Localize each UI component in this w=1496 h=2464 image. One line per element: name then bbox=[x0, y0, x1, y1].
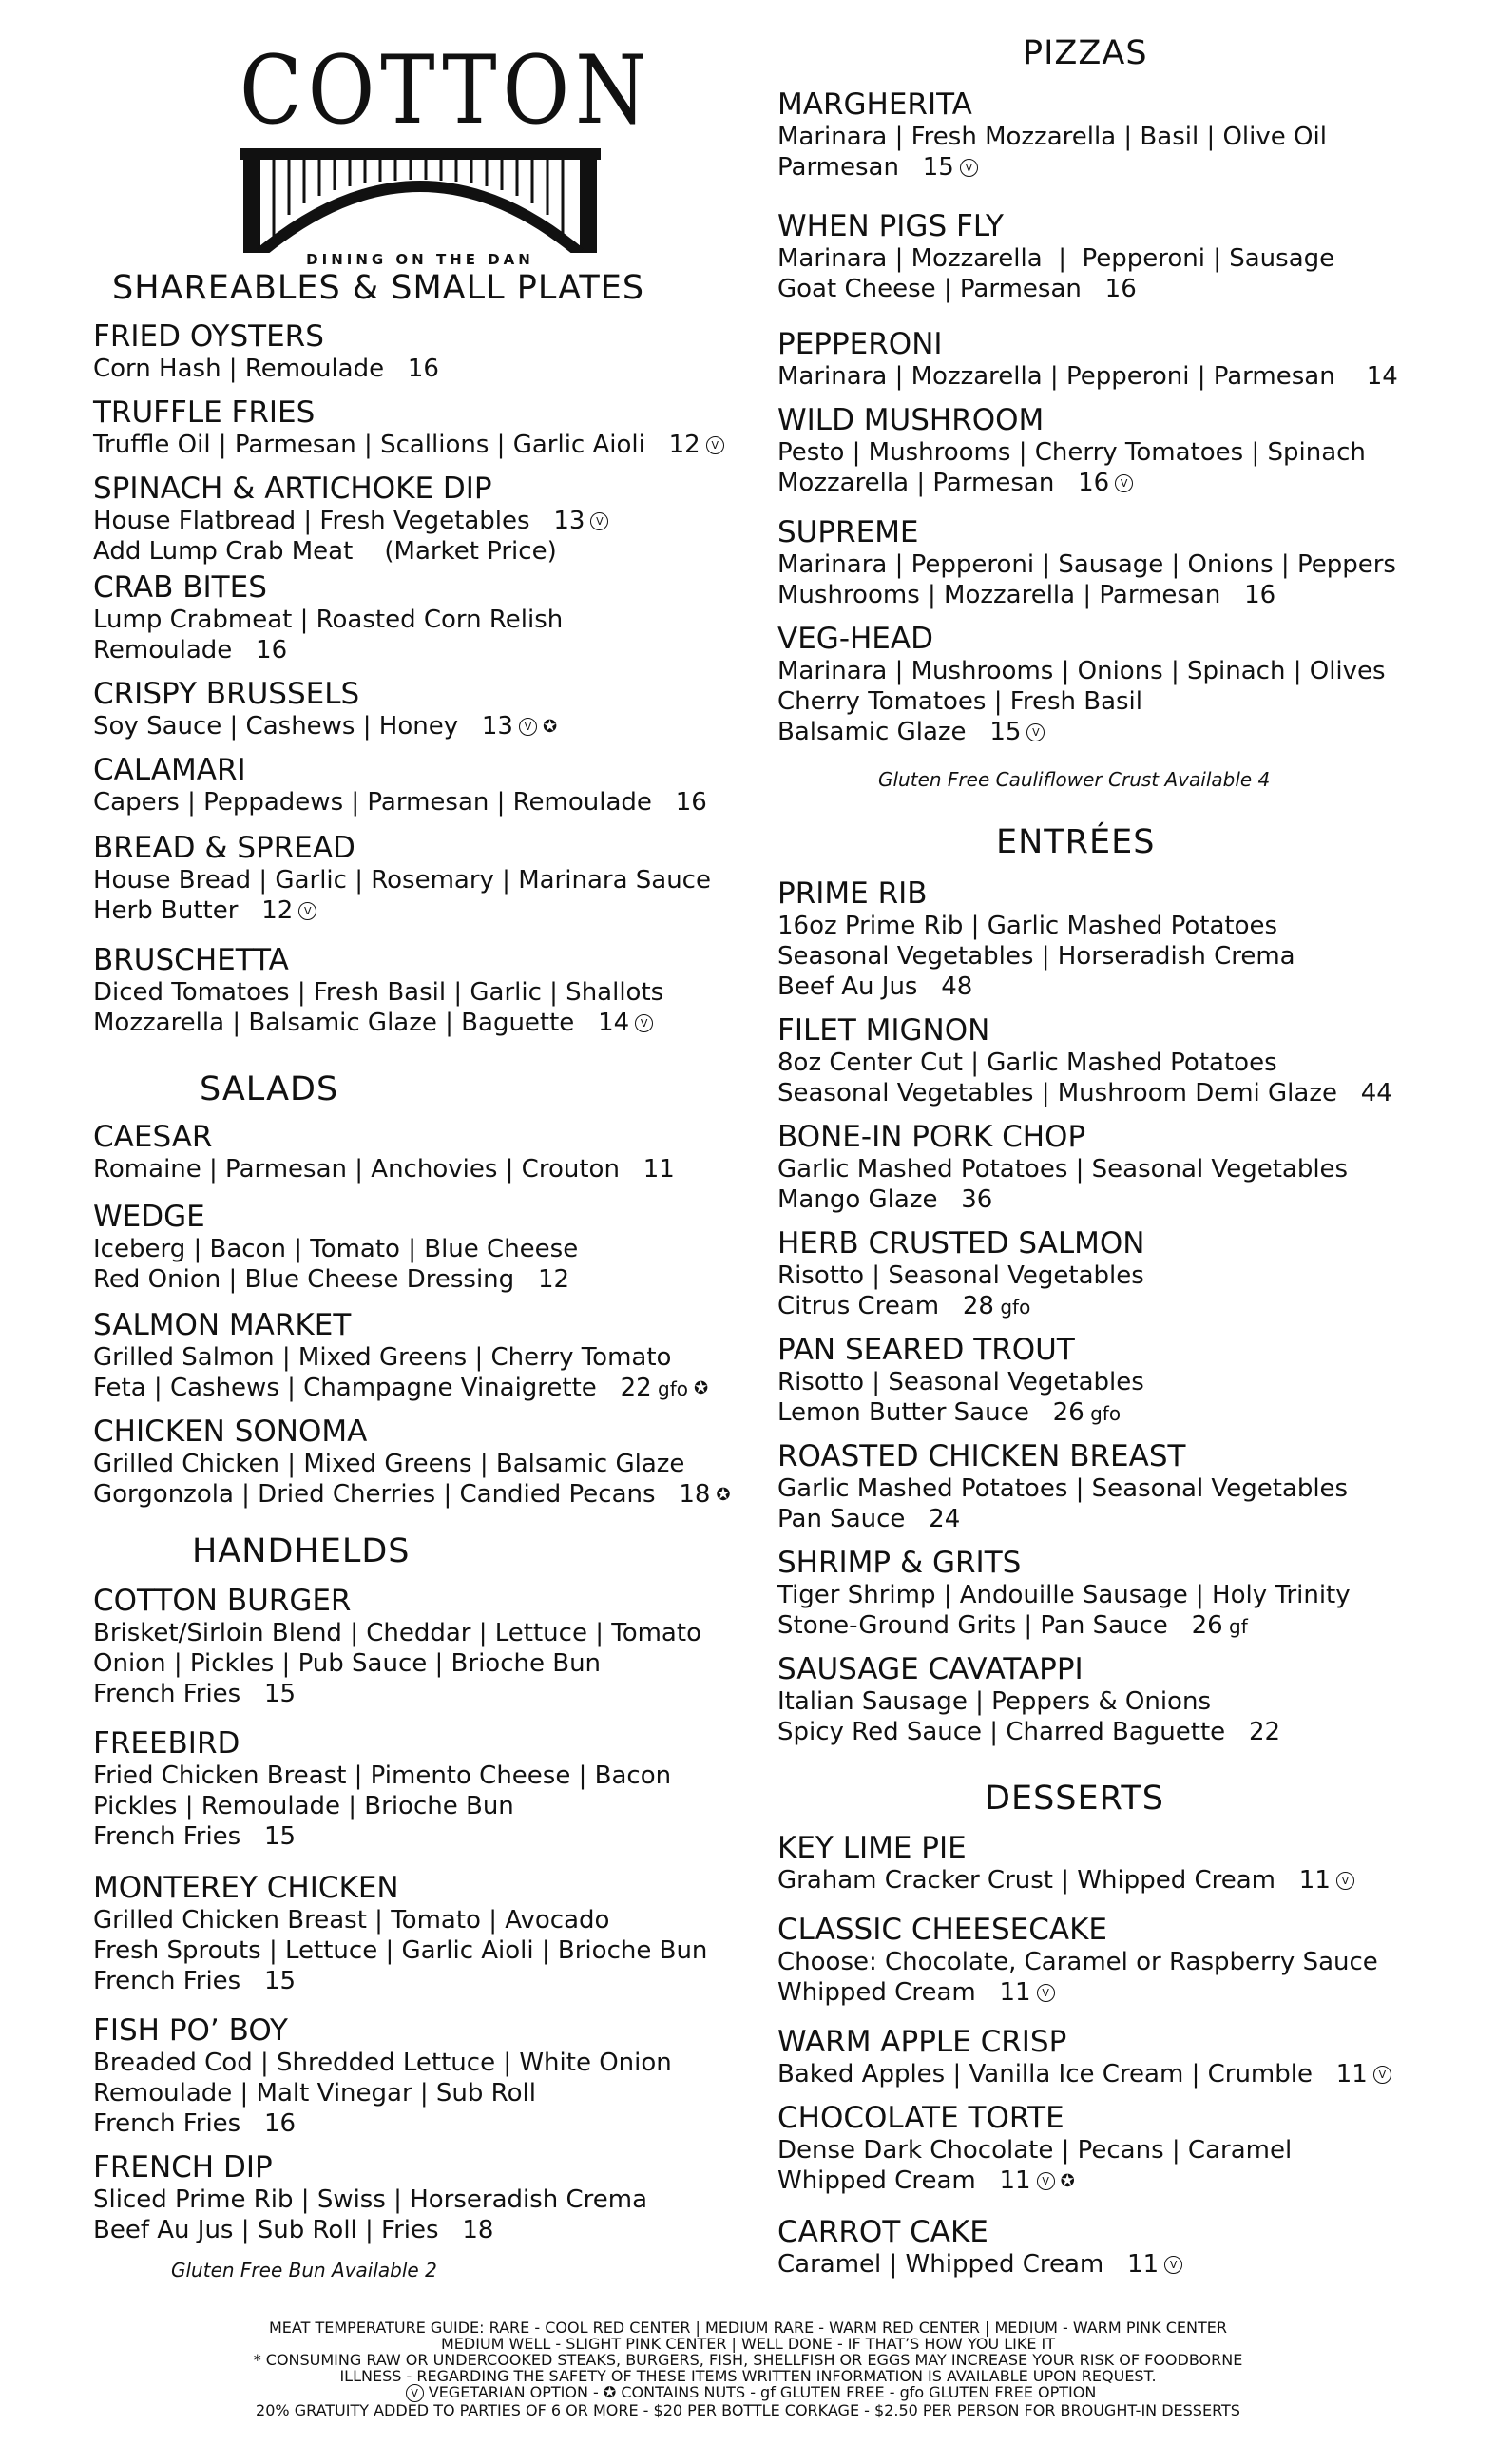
menu-item-description: Pickles | Remoulade | Brioche Bun bbox=[93, 1792, 514, 1820]
menu-item bbox=[93, 677, 557, 742]
menu-item-description: Italian Sausage | Peppers & Onions bbox=[777, 1687, 1211, 1716]
menu-item bbox=[93, 1871, 707, 1996]
menu-item-name: CARROT CAKE bbox=[777, 2215, 988, 2249]
menu-item-description: Parmesan 15 V bbox=[777, 152, 1327, 183]
menu-item bbox=[777, 1333, 1144, 1429]
menu-item-description: Romaine | Parmesan | Anchovies | Crouton 11 bbox=[93, 1155, 675, 1184]
section-title-pizzas: PIZZAS bbox=[1023, 34, 1148, 72]
menu-item-name: SALMON MARKET bbox=[93, 1308, 352, 1342]
menu-item-name: WHEN PIGS FLY bbox=[777, 209, 1004, 243]
brand-name: COTTON bbox=[240, 36, 653, 145]
menu-item-description: 8oz Center Cut | Garlic Mashed Potatoes bbox=[777, 1049, 1277, 1077]
menu-item-description: Graham Cracker Crust | Whipped Cream 11 V bbox=[777, 1865, 1354, 1896]
menu-footer bbox=[0, 2320, 1496, 2418]
menu-item bbox=[777, 1226, 1144, 1322]
menu-item bbox=[93, 1120, 675, 1184]
menu-item-description: French Fries 15 bbox=[93, 1967, 297, 1995]
consumption-warning: * CONSUMING RAW OR UNDERCOOKED STEAKS, BURGERS, FISH, SHELLFISH OR EGGS MAY INCREASE YOUR RISK OF FOODBORNE bbox=[253, 2351, 1243, 2369]
menu-item-description: House Bread | Garlic | Rosemary | Marinara Sauce bbox=[93, 866, 711, 895]
vegetarian-icon: V bbox=[406, 2384, 424, 2402]
vegetarian-icon: V bbox=[960, 159, 978, 177]
menu-item-description: Breaded Cod | Shredded Lettuce | White Onion bbox=[93, 2049, 672, 2077]
menu-item-description: French Fries 16 bbox=[93, 2109, 297, 2138]
menu-item-description: Remoulade | Malt Vinegar | Sub Roll bbox=[93, 2079, 536, 2108]
menu-item-name: KEY LIME PIE bbox=[777, 1831, 967, 1865]
menu-item-description: Diced Tomatoes | Fresh Basil | Garlic | Shallots bbox=[93, 978, 664, 1007]
menu-item-name: CRISPY BRUSSELS bbox=[93, 677, 360, 711]
menu-item-description: Marinara | Mozzarella | Pepperoni | Parmesan 14 bbox=[777, 362, 1398, 391]
menu-item-name: CRAB BITES bbox=[93, 570, 267, 605]
menu-item-description: Marinara | Fresh Mozzarella | Basil | Olive Oil bbox=[777, 123, 1327, 151]
menu-item bbox=[93, 395, 724, 460]
vegetarian-icon: V bbox=[1037, 1984, 1055, 2002]
menu-item-description: Caramel | Whipped Cream 11 V bbox=[777, 2249, 1182, 2280]
menu-item bbox=[777, 1913, 1378, 2008]
menu-item-description: Grilled Chicken | Mixed Greens | Balsamic Glaze bbox=[93, 1450, 685, 1478]
section-title-entrees: ENTRÉES bbox=[996, 823, 1156, 861]
menu-item-description: Whipped Cream 11 V ✪ bbox=[777, 2166, 1075, 2195]
menu-item bbox=[777, 1652, 1280, 1747]
menu-item-description: Seasonal Vegetables | Mushroom Demi Glaze 44 bbox=[777, 1079, 1392, 1107]
menu-item bbox=[777, 622, 1386, 747]
menu-item bbox=[777, 1439, 1348, 1534]
menu-item-description: Corn Hash | Remoulade 16 bbox=[93, 355, 439, 383]
menu-item-description: Whipped Cream 11 V bbox=[777, 1977, 1378, 2008]
menu-item-description: Brisket/Sirloin Blend | Cheddar | Lettuce | Tomato bbox=[93, 1619, 701, 1647]
menu-item-description: House Flatbread | Fresh Vegetables 13 V bbox=[93, 506, 608, 536]
brand-tagline: DINING ON THE DAN bbox=[306, 251, 534, 268]
menu-item-description: Marinara | Mozzarella | Pepperoni | Sausage bbox=[777, 244, 1335, 273]
menu-item-description: Stone-Ground Grits | Pan Sauce 26 gf bbox=[777, 1611, 1248, 1640]
menu-item-description: Grilled Salmon | Mixed Greens | Cherry Tomato bbox=[93, 1343, 672, 1372]
menu-item-description: Tiger Shrimp | Andouille Sausage | Holy Trinity bbox=[777, 1581, 1351, 1609]
menu-item-description: Mango Glaze 36 bbox=[777, 1185, 993, 1214]
menu-item bbox=[777, 515, 1396, 610]
menu-item-name: PRIME RIB bbox=[777, 876, 928, 911]
menu-item-description: Garlic Mashed Potatoes | Seasonal Vegetables bbox=[777, 1155, 1349, 1184]
nut-icon: ✪ bbox=[716, 1484, 731, 1505]
menu-item bbox=[93, 2013, 672, 2139]
menu-item-description: Mozzarella | Balsamic Glaze | Baguette 14 V bbox=[93, 1008, 663, 1038]
menu-item-description: Lemon Butter Sauce 26 gfo bbox=[777, 1398, 1122, 1427]
gluten-tag: gf bbox=[1222, 1615, 1248, 1638]
menu-item-name: FRIED OYSTERS bbox=[93, 319, 324, 354]
menu-item bbox=[93, 1308, 708, 1404]
menu-item-description: Red Onion | Blue Cheese Dressing 12 bbox=[93, 1265, 570, 1294]
menu-item-name: ROASTED CHICKEN BREAST bbox=[777, 1439, 1186, 1473]
menu-item-name: WEDGE bbox=[93, 1200, 205, 1234]
temperature-guide-continued: MEDIUM WELL - SLIGHT PINK CENTER | WELL DONE - IF THAT’S HOW YOU LIKE IT bbox=[440, 2335, 1056, 2353]
dietary-legend: V VEGETARIAN OPTION - ✪ CONTAINS NUTS - gf GLUTEN FREE - gfo GLUTEN FREE OPTION bbox=[0, 2384, 1496, 2402]
menu-item bbox=[777, 876, 1295, 1002]
menu-item-name: CAESAR bbox=[93, 1120, 213, 1154]
menu-item-description: Marinara | Pepperoni | Sausage | Onions | Peppers bbox=[777, 550, 1396, 579]
vegetarian-icon: V bbox=[298, 902, 316, 920]
menu-item bbox=[777, 2025, 1391, 2089]
menu-item-name: SUPREME bbox=[777, 515, 919, 549]
menu-item bbox=[777, 1546, 1351, 1642]
nut-icon: ✪ bbox=[694, 1377, 709, 1398]
menu-item-description: Pesto | Mushrooms | Cherry Tomatoes | Spinach bbox=[777, 438, 1366, 467]
menu-item-description: Dense Dark Chocolate | Pecans | Caramel bbox=[777, 2136, 1293, 2165]
menu-item-name: FRENCH DIP bbox=[93, 2150, 273, 2185]
menu-item-name: MARGHERITA bbox=[777, 87, 972, 122]
menu-item bbox=[777, 1013, 1392, 1108]
menu-item-description: Balsamic Glaze 15 V bbox=[777, 717, 1386, 747]
menu-item-name: SPINACH & ARTICHOKE DIP bbox=[93, 472, 492, 506]
menu-item-description: Herb Butter 12 V bbox=[93, 895, 711, 926]
menu-item bbox=[777, 87, 1327, 183]
menu-item-description: Soy Sauce | Cashews | Honey 13 V ✪ bbox=[93, 712, 558, 741]
menu-item bbox=[93, 1200, 578, 1295]
menu-item-description: Spicy Red Sauce | Charred Baguette 22 bbox=[777, 1718, 1281, 1746]
menu-item-description: French Fries 15 bbox=[93, 1822, 297, 1851]
menu-item-description: Risotto | Seasonal Vegetables bbox=[777, 1368, 1144, 1396]
menu-item-name: FREEBIRD bbox=[93, 1726, 240, 1761]
menu-item bbox=[777, 403, 1366, 498]
gluten-tag: gfo bbox=[993, 1296, 1031, 1319]
vegetarian-icon: V bbox=[1336, 1872, 1354, 1890]
menu-item-description: Choose: Chocolate, Caramel or Raspberry Sauce bbox=[777, 1948, 1378, 1976]
menu-item-description: Feta | Cashews | Champagne Vinaigrette 22 gfo ✪ bbox=[93, 1374, 709, 1402]
menu-item bbox=[93, 943, 663, 1038]
menu-item-description: Capers | Peppadews | Parmesan | Remoulade 16 bbox=[93, 788, 707, 817]
menu-item bbox=[93, 472, 608, 567]
menu-item-description: Mushrooms | Mozzarella | Parmesan 16 bbox=[777, 581, 1276, 609]
menu-item-description: Grilled Chicken Breast | Tomato | Avocado bbox=[93, 1906, 610, 1935]
vegetarian-icon: V bbox=[706, 436, 724, 454]
menu-item-description: Gorgonzola | Dried Cherries | Candied Pecans 18 ✪ bbox=[93, 1480, 731, 1509]
menu-item bbox=[777, 1120, 1348, 1215]
section-title-handhelds: HANDHELDS bbox=[192, 1532, 411, 1570]
menu-item-name: BONE-IN PORK CHOP bbox=[777, 1120, 1086, 1154]
menu-item-description: Pan Sauce 24 bbox=[777, 1505, 961, 1533]
vegetarian-icon: V bbox=[635, 1014, 653, 1032]
menu-item-description: Marinara | Mushrooms | Onions | Spinach | Olives bbox=[777, 657, 1386, 685]
menu-item bbox=[777, 1831, 1354, 1896]
menu-item-name: BRUSCHETTA bbox=[93, 943, 289, 977]
menu-item-name: PAN SEARED TROUT bbox=[777, 1333, 1075, 1367]
menu-item-name: FILET MIGNON bbox=[777, 1013, 990, 1048]
nut-icon: ✪ bbox=[1060, 2170, 1075, 2191]
menu-item bbox=[93, 2150, 647, 2245]
menu-item-name: CHOCOLATE TORTE bbox=[777, 2101, 1064, 2135]
menu-item-name: TRUFFLE FRIES bbox=[93, 395, 316, 430]
vegetarian-icon: V bbox=[1037, 2172, 1055, 2190]
temperature-guide: MEAT TEMPERATURE GUIDE: RARE - COOL RED CENTER | MEDIUM RARE - WARM RED CENTER | MEDIUM - WARM PINK CENTER bbox=[269, 2319, 1227, 2337]
menu-item-description: Onion | Pickles | Pub Sauce | Brioche Bun bbox=[93, 1649, 602, 1678]
menu-item-name: SAUSAGE CAVATAPPI bbox=[777, 1652, 1084, 1686]
menu-item-name: CHICKEN SONOMA bbox=[93, 1415, 368, 1449]
menu-item-name: PEPPERONI bbox=[777, 327, 943, 361]
vegetarian-icon: V bbox=[1164, 2256, 1182, 2274]
menu-item-description: Truffle Oil | Parmesan | Scallions | Garlic Aioli 12 V bbox=[93, 430, 724, 460]
menu-item bbox=[777, 2101, 1292, 2197]
menu-item-description: Mozzarella | Parmesan 16 V bbox=[777, 468, 1366, 498]
menu-item-name: FISH PO’ BOY bbox=[93, 2013, 288, 2048]
menu-item-name: HERB CRUSTED SALMON bbox=[777, 1226, 1145, 1261]
gluten-tag: gfo bbox=[1084, 1402, 1122, 1425]
menu-item-name: MONTEREY CHICKEN bbox=[93, 1871, 399, 1905]
menu-item-description: Garlic Mashed Potatoes | Seasonal Vegetables bbox=[777, 1474, 1349, 1503]
menu-item-description: Beef Au Jus 48 bbox=[777, 972, 973, 1001]
vegetarian-icon: V bbox=[590, 512, 608, 530]
section-note-handhelds: Gluten Free Bun Available 2 bbox=[171, 2259, 437, 2281]
menu-item bbox=[93, 753, 707, 818]
menu-item-name: CALAMARI bbox=[93, 753, 246, 787]
section-title-desserts: DESSERTS bbox=[985, 1780, 1164, 1818]
menu-item-description: Iceberg | Bacon | Tomato | Blue Cheese bbox=[93, 1235, 579, 1263]
menu-item-name: COTTON BURGER bbox=[93, 1584, 352, 1618]
menu-item-description: Add Lump Crab Meat (Market Price) bbox=[93, 537, 557, 566]
menu-item-description: Seasonal Vegetables | Horseradish Crema bbox=[777, 942, 1295, 971]
menu-item-description: Beef Au Jus | Sub Roll | Fries 18 bbox=[93, 2216, 494, 2244]
bridge-icon bbox=[240, 148, 601, 253]
menu-item-description: Remoulade 16 bbox=[93, 636, 288, 664]
menu-item-description: Baked Apples | Vanilla Ice Cream | Crumble 11 V bbox=[777, 2059, 1391, 2089]
menu-item bbox=[93, 319, 439, 384]
menu-item-description: Goat Cheese | Parmesan 16 bbox=[777, 275, 1137, 303]
vegetarian-icon: V bbox=[1026, 723, 1045, 741]
menu-item-description: Fried Chicken Breast | Pimento Cheese | Bacon bbox=[93, 1761, 672, 1790]
section-title-salads: SALADS bbox=[200, 1070, 339, 1108]
section-note-pizzas: Gluten Free Cauliflower Crust Available 4 bbox=[878, 768, 1271, 791]
menu-item-description: Fresh Sprouts | Lettuce | Garlic Aioli | Brioche Bun bbox=[93, 1936, 708, 1965]
vegetarian-icon: V bbox=[519, 718, 537, 736]
gluten-tag: gfo bbox=[651, 1377, 689, 1400]
section-title-shareables: SHAREABLES & SMALL PLATES bbox=[112, 269, 645, 307]
menu-item-name: VEG-HEAD bbox=[777, 622, 933, 656]
menu-item bbox=[93, 1584, 701, 1709]
menu-item-name: WILD MUSHROOM bbox=[777, 403, 1045, 437]
menu-item-name: SHRIMP & GRITS bbox=[777, 1546, 1022, 1580]
menu-item bbox=[777, 2215, 1182, 2280]
nut-icon: ✪ bbox=[542, 716, 558, 737]
menu-item-name: WARM APPLE CRISP bbox=[777, 2025, 1067, 2059]
vegetarian-icon: V bbox=[1115, 474, 1133, 492]
vegetarian-icon: V bbox=[1373, 2066, 1391, 2084]
menu-item-description: French Fries 15 bbox=[93, 1680, 297, 1708]
consumption-warning-continued: ILLNESS - REGARDING THE SAFETY OF THESE ITEMS WRITTEN INFORMATION IS AVAILABLE UPON REQUEST. bbox=[339, 2367, 1157, 2385]
menu-item-name: CLASSIC CHEESECAKE bbox=[777, 1913, 1107, 1947]
menu-item-description: Lump Crabmeat | Roasted Corn Relish bbox=[93, 606, 564, 634]
menu-item-description: Risotto | Seasonal Vegetables bbox=[777, 1261, 1144, 1290]
menu-item bbox=[93, 1726, 671, 1852]
menu-item-description: Citrus Cream 28 gfo bbox=[777, 1292, 1031, 1320]
menu-item bbox=[777, 327, 1398, 392]
menu-item-description: Cherry Tomatoes | Fresh Basil bbox=[777, 687, 1142, 716]
menu-item bbox=[93, 1415, 731, 1511]
menu-item-description: Sliced Prime Rib | Swiss | Horseradish Crema bbox=[93, 2185, 648, 2214]
menu-item bbox=[93, 570, 563, 665]
menu-item-description: 16oz Prime Rib | Garlic Mashed Potatoes bbox=[777, 912, 1278, 940]
brand-logo bbox=[240, 36, 653, 268]
menu-item bbox=[93, 831, 711, 926]
menu-item-name: BREAD & SPREAD bbox=[93, 831, 355, 865]
gratuity-policy: 20% GRATUITY ADDED TO PARTIES OF 6 OR MORE - $20 PER BOTTLE CORKAGE - $2.50 PER PERSON FOR BROUGHT-IN DESSERTS bbox=[256, 2401, 1240, 2419]
menu-item bbox=[777, 209, 1334, 304]
